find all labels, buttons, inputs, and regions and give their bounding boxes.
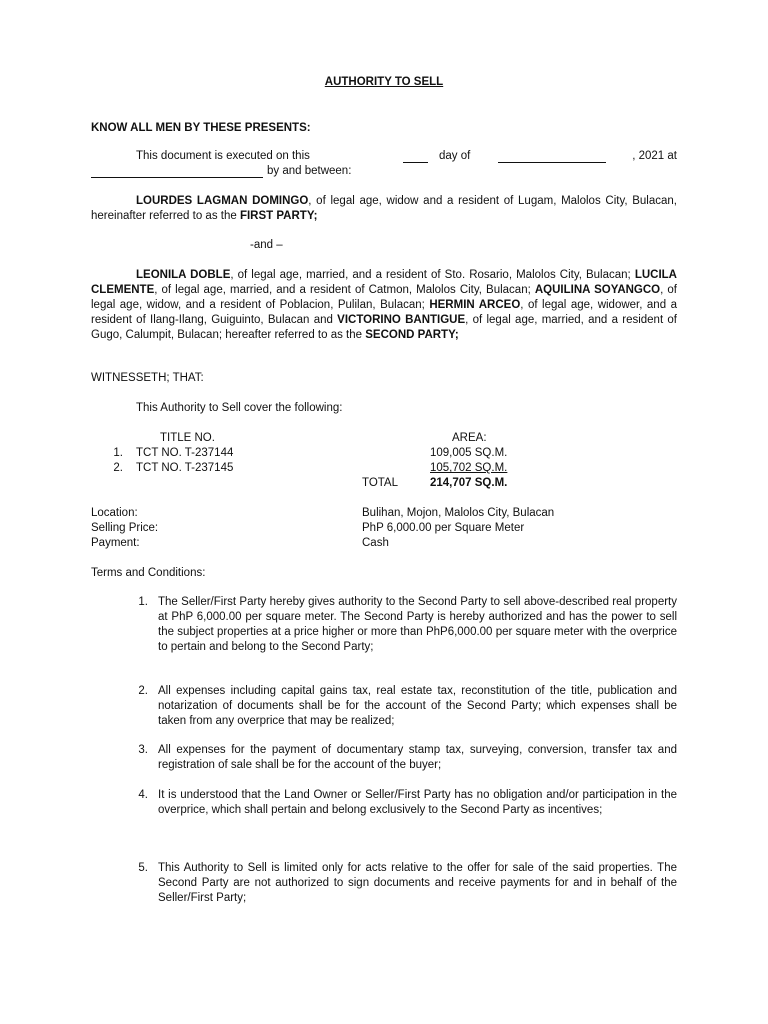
total-label: TOTAL <box>362 477 398 489</box>
cover-text: This Authority to Sell cover the following: <box>136 402 343 414</box>
month-blank <box>498 151 606 163</box>
party-text-doble: , of legal age, married, and a resident of Sto. Rosario, Malolos City, Bulacan; <box>230 269 635 281</box>
term-number: 4. <box>138 789 148 801</box>
term-text: All expenses including capital gains tax, real estate tax, reconstitution of the title, publication and notarization of documents shall be for the account of the Second Party; which expenses shall be taken from any overprice that may be realized; <box>158 685 677 727</box>
location-label: Location: <box>91 507 138 519</box>
party-name-clemente: LUCILA CLEMENTE <box>91 269 677 296</box>
witnesseth-heading: WITNESSETH; THAT: <box>91 372 204 384</box>
intro-part-1: This document is executed on this <box>136 150 310 162</box>
know-all-heading: KNOW ALL MEN BY THESE PRESENTS: <box>91 122 311 134</box>
first-party-name: LOURDES LAGMAN DOMINGO <box>136 195 309 207</box>
party-text-bantigue: , of legal age, married, and a resident of Gugo, Calumpit, Bulacan; hereafter referred to as the <box>91 314 678 341</box>
selling-price-label: Selling Price: <box>91 522 159 534</box>
day-blank <box>403 151 428 163</box>
term-text: This Authority to Sell is limited only for acts relative to the offer for sale of the said properties. The Second Party are not authorized to sign documents and receive payments for and in behalf of the Seller/First Party; <box>158 862 677 904</box>
table-header-title: TITLE NO. <box>160 432 215 444</box>
table-row-number: 2. <box>113 462 123 474</box>
payment-label: Payment: <box>91 537 140 549</box>
party-name-doble: LEONILA DOBLE <box>136 269 231 281</box>
intro-part-3: , 2021 at <box>632 150 677 162</box>
party-name-soyangco: AQUILINA SOYANGCO <box>534 284 661 296</box>
party-name-bantigue: VICTORINO BANTIGUE <box>337 314 466 326</box>
intro-part-4: by and between: <box>267 165 352 177</box>
intro-part-2: day of <box>439 150 471 162</box>
first-party-paragraph <box>91 194 677 224</box>
location-value: Bulihan, Mojon, Malolos City, Bulacan <box>362 507 555 519</box>
table-row-area: 109,005 SQ.M. <box>430 447 508 459</box>
table-row-title: TCT NO. T-237145 <box>136 462 234 474</box>
party-text-soyangco: , of legal age, widow, and a resident of Poblacion, Pulilan, Bulacan; <box>91 284 677 311</box>
party-text-arceo: , of legal age, widower, and a resident of Ilang-Ilang, Guiguinto, Bulacan and <box>91 299 677 326</box>
total-value: 214,707 SQ.M. <box>430 477 508 489</box>
payment-value: Cash <box>362 537 389 549</box>
term-number: 5. <box>138 862 148 874</box>
table-row-number: 1. <box>113 447 123 459</box>
first-party-text: , of legal age, widow and a resident of Lugam, Malolos City, Bulacan, hereinafter referred to as the <box>91 195 677 222</box>
terms-heading: Terms and Conditions: <box>91 567 206 579</box>
table-row-title: TCT NO. T-237144 <box>136 447 234 459</box>
second-party-paragraph <box>91 268 677 343</box>
term-number: 3. <box>138 744 148 756</box>
term-text: All expenses for the payment of documentary stamp tax, surveying, conversion, transfer tax and registration of sale shall be for the account of the buyer; <box>158 744 677 771</box>
and-separator: -and – <box>250 239 283 251</box>
intro-line-2 <box>91 164 677 179</box>
second-party-label: SECOND PARTY; <box>365 329 459 341</box>
place-blank <box>91 166 263 178</box>
party-name-arceo: HERMIN ARCEO <box>429 299 521 311</box>
term-text: The Seller/First Party hereby gives authority to the Second Party to sell above-described real property at PhP 6,000.00 per square meter. The Second Party is hereby authorized and has the power to sell the subject properties at a price higher or more than PhP6,000.00 per square meter with the overprice to pertain and belong to the Second Party; <box>158 596 677 653</box>
intro-line-1 <box>91 149 677 164</box>
first-party-label: FIRST PARTY; <box>239 210 318 222</box>
term-number: 2. <box>138 685 148 697</box>
document-title: AUTHORITY TO SELL <box>324 76 444 88</box>
table-row-area: 105,702 SQ.M. <box>430 462 508 474</box>
party-text-clemente: , of legal age, married, and a resident of Catmon, Malolos City, Bulacan; <box>154 284 535 296</box>
term-number: 1. <box>138 596 148 608</box>
term-text: It is understood that the Land Owner or Seller/First Party has no obligation and/or participation in the overprice, which shall pertain and belong exclusively to the Second Party as incentives; <box>158 789 677 816</box>
table-header-area: AREA: <box>452 432 487 444</box>
selling-price-value: PhP 6,000.00 per Square Meter <box>362 522 525 534</box>
